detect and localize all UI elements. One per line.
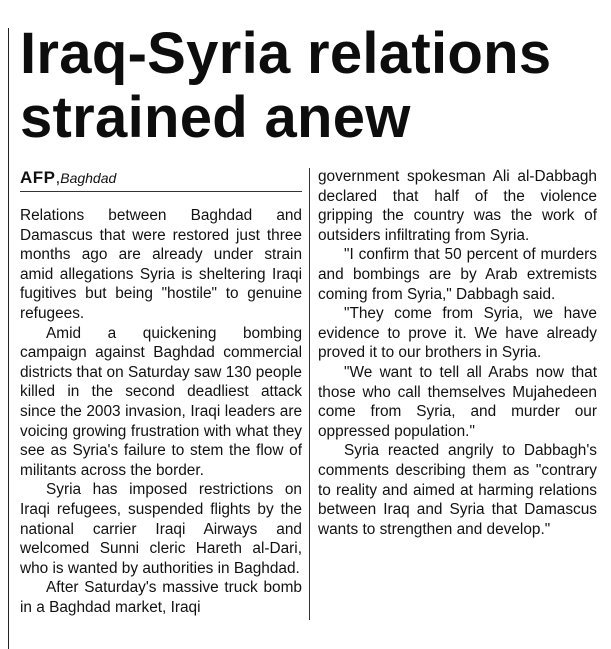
paragraph-8: Syria reacted angrily to Dabbagh's comments describing them as "contrary to reality and aimed at harming relations between Iraq and Syria that Damascus wants to strengthen and develop." [318, 442, 597, 538]
headline [20, 22, 605, 150]
paragraph-7: "We want to tell all Arabs now that those who call themselves Mujahedeen come from Syria, and murder our oppressed population." [318, 363, 597, 440]
column-divider [309, 168, 310, 620]
byline-dateline: Baghdad [60, 170, 117, 186]
headline-line-2: strained anew [20, 85, 411, 150]
byline-rule [20, 191, 302, 192]
byline-row [20, 168, 302, 194]
paragraph-5: "I confirm that 50 percent of murders and bombings are by Arab extremists coming from Syria," Dabbagh said. [318, 246, 597, 303]
byline-agency: AFP [20, 168, 56, 187]
byline [20, 168, 302, 188]
paragraph-2: Amid a quickening bombing campaign against Baghdad commercial districts that on Saturday saw 130 people killed in the second deadliest attack since the 2003 invasion, Iraqi leaders are voicing growing frustration with what they see as Syria's failure to stem the flow of militants across the border. [20, 324, 302, 479]
paragraph-3: Syria has imposed restrictions on Iraqi refugees, suspended flights by the national carrier Iraqi Airways and welcomed Sunni cleric Hareth al-Dari, who is wanted by authorities in Baghdad. [20, 481, 302, 577]
paragraph-4-continued: government spokesman Ali al-Dabbagh declared that half of the violence gripping the country was the work of outsiders infiltrating from Syria. [318, 168, 597, 244]
headline-line-1: Iraq-Syria relations [20, 21, 552, 86]
paragraph-1: Relations between Baghdad and Damascus that were restored just three months ago are already under strain amid allegations Syria is sheltering Iraqi fugitives but being "hostile" to genuine refugees. [20, 207, 302, 322]
paragraph-4-start: After Saturday's massive truck bomb in a Baghdad market, Iraqi [20, 579, 302, 616]
byline-separator: , [55, 168, 61, 187]
article-column-2 [318, 167, 597, 539]
paragraph-6: "They come from Syria, we have evidence to prove it. We have already proved it to our brothers in Syria. [318, 305, 597, 362]
article-column-1 [20, 206, 302, 617]
left-column-rule [8, 28, 9, 649]
